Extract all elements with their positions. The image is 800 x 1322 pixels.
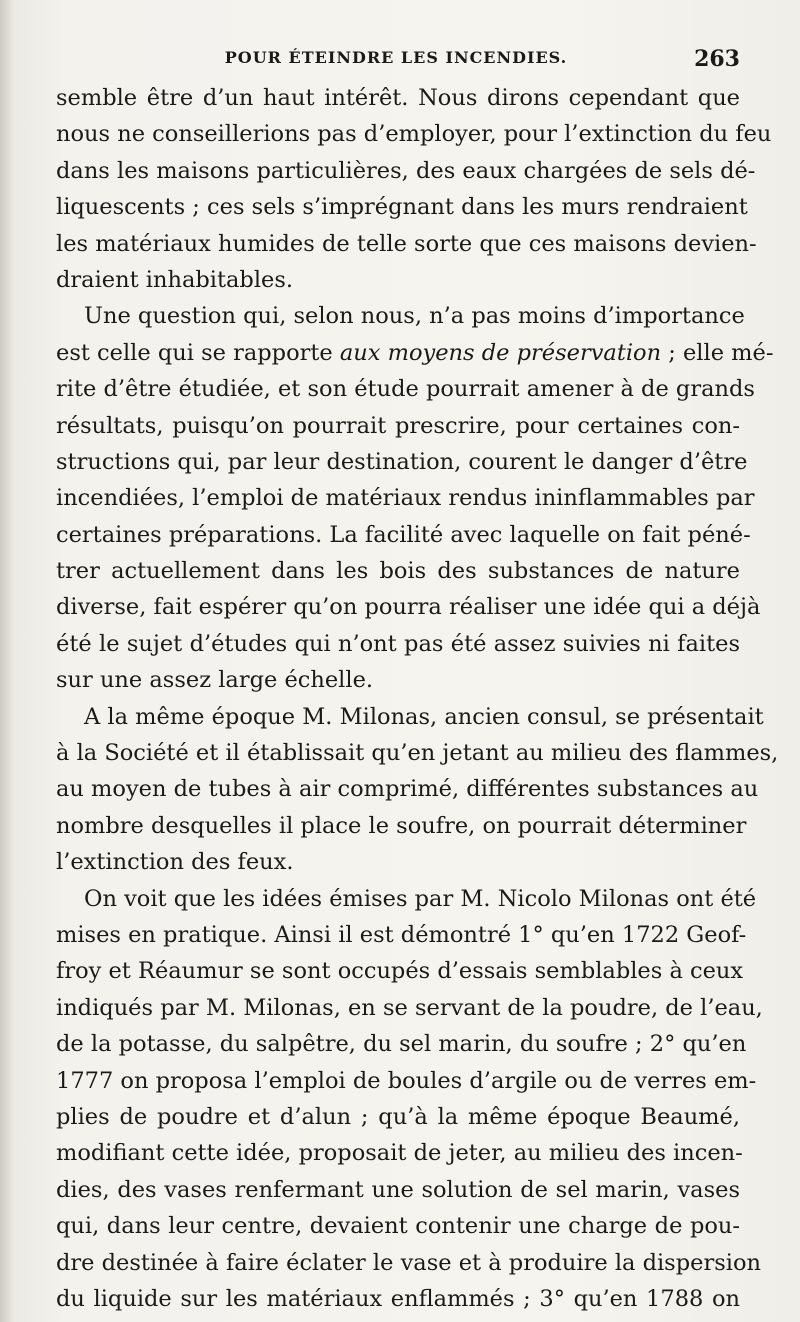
text-line: 1777 on proposa l’emploi de boules d’argile ou de verres em-: [56, 1067, 757, 1094]
text-line: sur une assez large échelle.: [56, 667, 374, 694]
text-line: nous ne conseillerions pas d’employer, pour l’extinction du feu: [56, 121, 772, 148]
running-head: [52, 46, 740, 72]
text-line: les matériaux humides de telle sorte que ces maisons devien-: [56, 230, 757, 257]
text-line: résultats, puisqu’on pourrait prescrire, pour certaines con-: [56, 412, 740, 439]
text-line: indiqués par M. Milonas, en se servant de la poudre, de l’eau,: [56, 994, 763, 1021]
text-line: trer actuellement dans les bois des substances de nature: [56, 558, 740, 585]
page-edge-shadow: [0, 0, 14, 1322]
text-line: diverse, fait espérer qu’on pourra réaliser une idée qui a déjà: [56, 594, 761, 621]
text-line: incendiées, l’emploi de matériaux rendus ininflammables par: [56, 485, 755, 512]
text-line: mises en pratique. Ainsi il est démontré 1° qu’en 1722 Geof-: [56, 921, 747, 948]
text-line: été le sujet d’études qui n’ont pas été assez suivies ni faites: [56, 630, 740, 657]
text-line: du liquide sur les matériaux enflammés ; 3° qu’en 1788 on: [56, 1285, 740, 1312]
text-line: froy et Réaumur se sont occupés d’essais semblables à ceux: [56, 958, 744, 985]
text-line: à la Société et il établissait qu’en jetant au milieu des flammes,: [56, 740, 779, 767]
text-line: structions qui, par leur destination, courent le danger d’être: [56, 448, 748, 475]
text-line: qui, dans leur centre, devaient contenir une charge de pou-: [56, 1213, 740, 1240]
text-line: dre destinée à faire éclater le vase et à produire la dispersion: [56, 1249, 761, 1276]
page-number: 263: [694, 46, 740, 72]
italic-phrase: aux moyens de préservation: [339, 339, 662, 366]
text-line: certaines préparations. La facilité avec laquelle on fait péné-: [56, 521, 751, 548]
running-title: POUR ÉTEINDRE LES INCENDIES.: [224, 48, 568, 67]
text-line: dans les maisons particulières, des eaux chargées de sels dé-: [56, 157, 756, 184]
text-line: draient inhabitables.: [56, 266, 294, 293]
text-line: plies de poudre et d’alun ; qu’à la même époque Beaumé,: [56, 1103, 740, 1130]
text-line-with-italic: [56, 335, 774, 371]
text-line: l’extinction des feux.: [56, 849, 294, 876]
text-line: liquescents ; ces sels s’imprégnant dans les murs rendraient: [56, 194, 748, 221]
text-line: de la potasse, du salpêtre, du sel marin, du soufre ; 2° qu’en: [56, 1031, 747, 1058]
line-text-before: est celle qui se rapporte: [56, 339, 340, 366]
paragraph-start-line: A la même époque M. Milonas, ancien consul, se présentait: [84, 703, 764, 730]
body-text: [56, 80, 779, 1317]
text-line: modifiant cette idée, proposait de jeter, au milieu des incen-: [56, 1140, 743, 1167]
text-line: nombre desquelles il place le soufre, on pourrait déterminer: [56, 812, 747, 839]
text-line: semble être d’un haut intérêt. Nous dirons cependant que: [56, 85, 740, 111]
line-text-after: ; elle mé-: [661, 339, 774, 366]
text-line: au moyen de tubes à air comprimé, différentes substances au: [56, 776, 759, 803]
text-line: rite d’être étudiée, et son étude pourrait amener à de grands: [56, 376, 755, 403]
paragraph-start-line: Une question qui, selon nous, n’a pas moins d’importance: [84, 303, 745, 330]
paragraph-start-line: On voit que les idées émises par M. Nicolo Milonas ont été: [84, 885, 757, 912]
text-line: dies, des vases renfermant une solution de sel marin, vases: [56, 1176, 740, 1203]
